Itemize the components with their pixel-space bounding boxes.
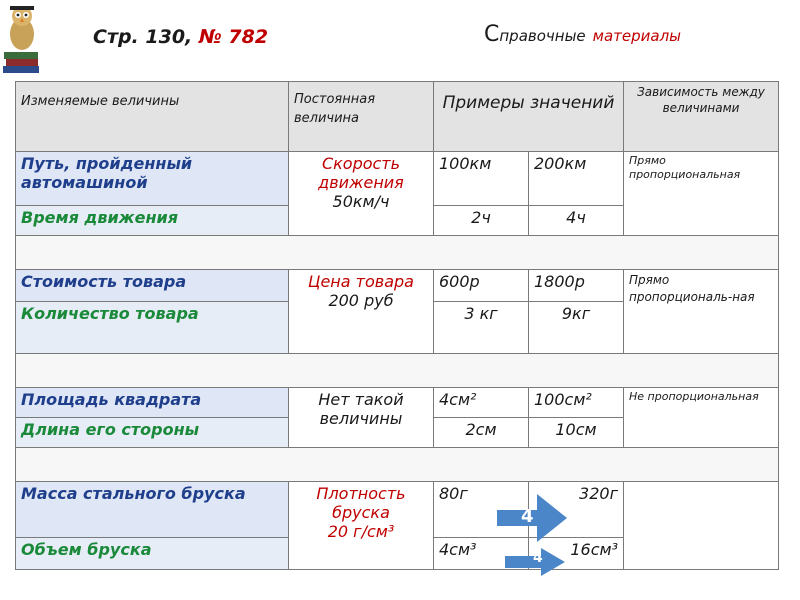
- constant-2-name: Цена товара: [308, 272, 414, 291]
- ref-word2: материалы: [592, 27, 682, 45]
- example-5a: 4см²: [434, 388, 529, 418]
- ref-big-letter: С: [484, 22, 500, 47]
- variable-1: Путь, пройденный автомашиной: [16, 152, 289, 206]
- example-2b: 4ч: [529, 206, 624, 236]
- arrow-label-2: 4: [533, 550, 543, 566]
- reference-materials-title: [484, 22, 681, 47]
- header-dependency: Зависимость между величинами: [624, 82, 779, 152]
- example-5b: 100см²: [529, 388, 624, 418]
- constant-3-name: Нет такой величины: [318, 390, 404, 428]
- constant-2: [289, 270, 434, 354]
- example-4b: 9кг: [529, 302, 624, 354]
- page-ref-prefix: Стр. 130,: [93, 26, 193, 48]
- task-number: № 782: [198, 26, 269, 48]
- arrow-right-icon: [505, 547, 567, 577]
- example-8a: 4см³: [434, 538, 529, 570]
- variable-7: Масса стального бруска: [16, 482, 289, 538]
- example-8b: 16см³: [529, 538, 624, 570]
- header-examples: Примеры значений: [434, 82, 624, 152]
- arrow-right-icon: [497, 492, 569, 544]
- example-3a: 600р: [434, 270, 529, 302]
- header-constant: Постоянная величина: [289, 82, 434, 152]
- dependency-4: [624, 482, 779, 570]
- constant-1: [289, 152, 434, 236]
- dependency-1: Прямо пропорциональная: [624, 152, 779, 236]
- dependency-2: Прямо пропорциональ-ная: [624, 270, 779, 354]
- constant-4-value: 20 г/см³: [327, 522, 395, 541]
- page-reference: [93, 26, 268, 48]
- example-1b: 200км: [529, 152, 624, 206]
- ref-word1: правочные: [499, 27, 586, 45]
- variable-3: Стоимость товара: [16, 270, 289, 302]
- dependency-3: Не пропорциональная: [624, 388, 779, 448]
- example-7a: 80г: [434, 482, 529, 538]
- variable-4: Количество товара: [16, 302, 289, 354]
- variable-2: Время движения: [16, 206, 289, 236]
- example-1a: 100км: [434, 152, 529, 206]
- constant-1-value: 50км/ч: [332, 192, 390, 211]
- constant-3: [289, 388, 434, 448]
- variable-5: Площадь квадрата: [16, 388, 289, 418]
- example-6b: 10см: [529, 418, 624, 448]
- example-6a: 2см: [434, 418, 529, 448]
- constant-1-name: Скорость движения: [318, 154, 404, 192]
- example-4a: 3 кг: [434, 302, 529, 354]
- proportionality-table: [15, 81, 779, 570]
- example-2a: 2ч: [434, 206, 529, 236]
- constant-2-value: 200 руб: [328, 291, 394, 310]
- example-3b: 1800р: [529, 270, 624, 302]
- example-7b: 320г: [529, 482, 624, 538]
- header-variable: Изменяемые величины: [16, 82, 289, 152]
- separator-row: [16, 354, 779, 388]
- owl-on-books-icon: [0, 0, 46, 74]
- arrow-label-1: 4: [521, 506, 534, 527]
- separator-row: [16, 448, 779, 482]
- variable-6: Длина его стороны: [16, 418, 289, 448]
- variable-8: Объем бруска: [16, 538, 289, 570]
- constant-4: [289, 482, 434, 570]
- separator-row: [16, 236, 779, 270]
- constant-4-name: Плотность бруска: [316, 484, 406, 522]
